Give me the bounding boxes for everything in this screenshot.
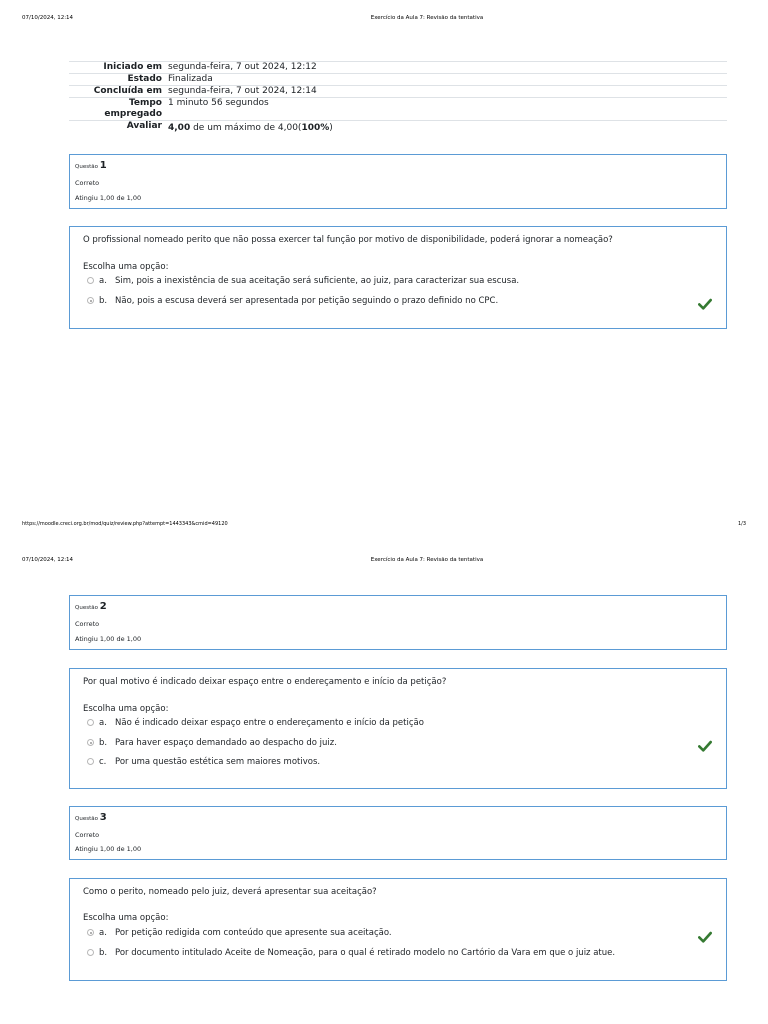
answer-option[interactable] xyxy=(87,928,392,940)
summary-label: Avaliar xyxy=(69,121,165,135)
radio-button[interactable] xyxy=(87,758,94,765)
page-header xyxy=(0,15,768,27)
question-text: O profissional nomeado perito que não possa exercer tal função por motivo de disponibilidade, poderá ignorar a nomeação? xyxy=(83,235,613,245)
check-icon xyxy=(698,739,712,753)
option-letter: a. xyxy=(99,276,107,286)
check-icon xyxy=(698,930,712,944)
option-text: Por uma questão estética sem maiores motivos. xyxy=(115,757,321,767)
print-title: Exercício da Aula 7: Revisão da tentativa xyxy=(370,15,484,21)
question-content xyxy=(69,878,727,981)
answer-prompt: Escolha uma opção: xyxy=(83,913,169,923)
summary-label-line: empregado xyxy=(104,109,162,119)
question-content xyxy=(69,668,727,789)
question-number-value: 3 xyxy=(99,812,107,823)
grade-score: 4,00 xyxy=(168,123,191,133)
summary-row-started xyxy=(69,62,727,74)
question-text: Por qual motivo é indicado deixar espaço entre o endereçamento e início da petição? xyxy=(83,677,447,687)
summary-row-state xyxy=(69,74,727,86)
radio-button[interactable] xyxy=(87,739,94,746)
print-url: https://moodle.creci.org.br/mod/quiz/review.php?attempt=1443343&cmid=49120 xyxy=(22,521,228,527)
question-number xyxy=(75,812,107,823)
summary-label: Estado xyxy=(69,74,165,86)
radio-button[interactable] xyxy=(87,719,94,726)
answer-prompt: Escolha uma opção: xyxy=(83,262,169,272)
answer-option[interactable] xyxy=(87,948,615,960)
option-text: Para haver espaço demandado ao despacho do juiz. xyxy=(115,738,337,748)
question-label: Questão xyxy=(75,816,98,822)
question-text: Como o perito, nomeado pelo juiz, deverá apresentar sua aceitação? xyxy=(83,887,377,897)
question-number-value: 2 xyxy=(99,601,107,612)
question-grade: Atingiu 1,00 de 1,00 xyxy=(75,194,142,202)
radio-button[interactable] xyxy=(87,277,94,284)
question-number xyxy=(75,160,107,171)
option-letter: a. xyxy=(99,928,107,938)
question-number-value: 1 xyxy=(99,160,107,171)
attempt-summary-table xyxy=(69,61,727,134)
summary-label: Iniciado em xyxy=(69,62,165,74)
question-grade: Atingiu 1,00 de 1,00 xyxy=(75,845,142,853)
summary-value: Finalizada xyxy=(165,74,727,86)
answer-option[interactable] xyxy=(87,757,320,769)
answer-option[interactable] xyxy=(87,296,498,308)
summary-label xyxy=(69,98,165,121)
summary-value: segunda-feira, 7 out 2024, 12:14 xyxy=(165,86,727,98)
summary-label: Concluída em xyxy=(69,86,165,98)
option-text: Não é indicado deixar espaço entre o endereçamento e início da petição xyxy=(115,718,424,728)
question-status: Correto xyxy=(75,179,100,187)
question-label: Questão xyxy=(75,605,98,611)
option-text: Por documento intitulado Aceite de Nomeação, para o qual é retirado modelo no Cartório da Vara em que o juiz atue. xyxy=(115,948,616,958)
grade-text: de um máximo de 4,00( xyxy=(190,123,302,133)
radio-button[interactable] xyxy=(87,949,94,956)
radio-button[interactable] xyxy=(87,929,94,936)
check-icon xyxy=(698,297,712,311)
option-letter: a. xyxy=(99,718,107,728)
question-number xyxy=(75,601,107,612)
option-letter: b. xyxy=(99,738,108,748)
option-letter: b. xyxy=(99,296,108,306)
page-header xyxy=(0,557,768,569)
option-letter: c. xyxy=(99,757,107,767)
print-title: Exercício da Aula 7: Revisão da tentativa xyxy=(370,557,484,563)
question-info xyxy=(69,154,727,209)
question-info xyxy=(69,595,727,650)
summary-row-completed xyxy=(69,86,727,98)
option-text: Por petição redigida com conteúdo que apresente sua aceitação. xyxy=(115,928,392,938)
question-grade: Atingiu 1,00 de 1,00 xyxy=(75,635,142,643)
option-text: Sim, pois a inexistência de sua aceitação será suficiente, ao juiz, para caracterizar sua escusa. xyxy=(115,276,520,286)
grade-percent: 100% xyxy=(301,123,330,133)
summary-value xyxy=(165,121,727,135)
summary-row-grade xyxy=(69,121,727,135)
summary-value: segunda-feira, 7 out 2024, 12:12 xyxy=(165,62,727,74)
question-label: Questão xyxy=(75,164,98,170)
summary-row-time xyxy=(69,98,727,121)
print-datetime: 07/10/2024, 12:14 xyxy=(22,557,74,563)
summary-label-line: Tempo xyxy=(128,98,162,108)
option-text: Não, pois a escusa deverá ser apresentada por petição seguindo o prazo definido no CPC. xyxy=(115,296,499,306)
option-letter: b. xyxy=(99,948,108,958)
question-content xyxy=(69,226,727,329)
page-number: 1/3 xyxy=(737,521,746,527)
question-status: Correto xyxy=(75,620,100,628)
print-datetime: 07/10/2024, 12:14 xyxy=(22,15,74,21)
question-status: Correto xyxy=(75,831,100,839)
summary-value: 1 minuto 56 segundos xyxy=(165,98,727,121)
answer-prompt: Escolha uma opção: xyxy=(83,704,169,714)
grade-close: ) xyxy=(329,123,333,133)
answer-option[interactable] xyxy=(87,718,424,730)
answer-option[interactable] xyxy=(87,276,519,288)
radio-button[interactable] xyxy=(87,297,94,304)
question-info xyxy=(69,806,727,860)
answer-option[interactable] xyxy=(87,738,337,750)
